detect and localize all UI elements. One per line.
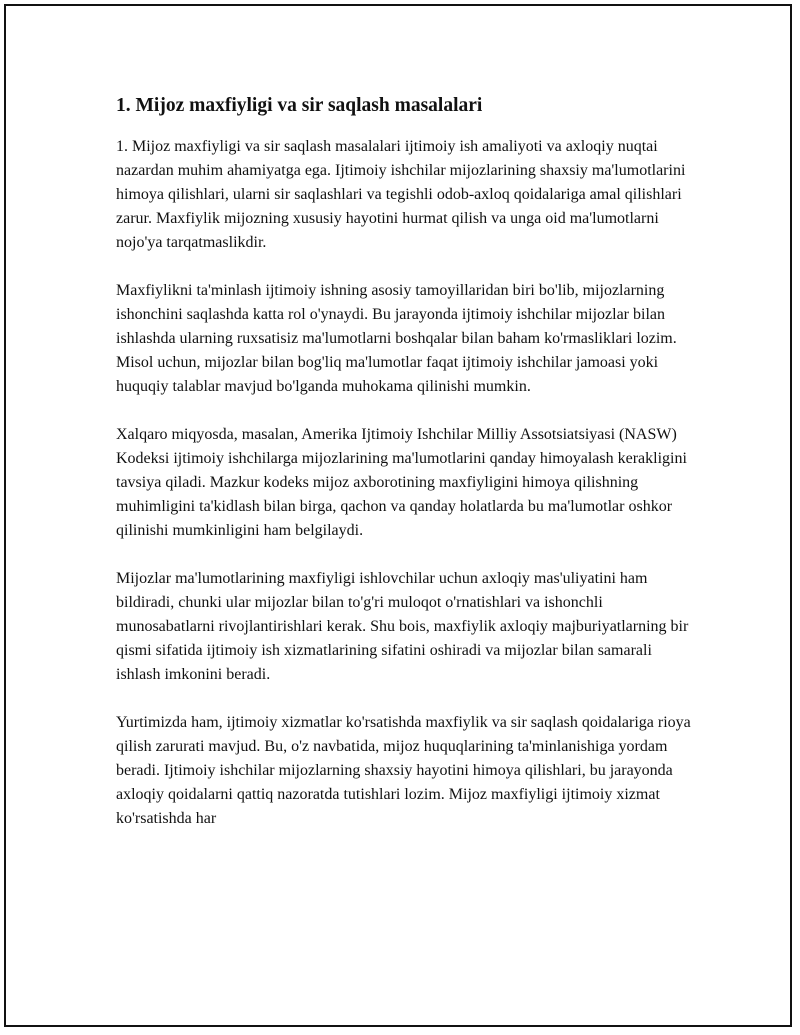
paragraph-5: Yurtimizda ham, ijtimoiy xizmatlar ko'rsatishda maxfiylik va sir saqlash qoidalariga rioya qilish zarurati mavjud. Bu, o'z navbatida, mijoz huquqlarining ta'minlanishiga yordam beradi. Ijtimoiy ishchilar mijozlarning shaxsiy hayotini himoya qilishlari, bu jarayonda axloqiy qoidalarni qattiq nazoratda tutishlari lozim. Mijoz maxfiyligi ijtimoiy xizmat ko'rsatishda har: [116, 714, 691, 827]
paragraph-3: Xalqaro miqyosda, masalan, Amerika Ijtimoiy Ishchilar Milliy Assotsiatsiyasi (NASW) Kodeksi ijtimoiy ishchilarga mijozlarining ma'lumotlarini qanday himoyalash kerakligini tavsiya qiladi. Mazkur kodeks mijoz axborotining maxfiyligini himoya qilishning muhimligini ta'kidlash bilan birga, qachon va qanday holatlarda bu ma'lumotlar oshkor qilinishi mumkinligini ham belgilaydi.: [116, 426, 687, 539]
document-title: 1. Mijoz maxfiyligi va sir saqlash masalalari: [116, 95, 483, 116]
paragraph-1: 1. Mijoz maxfiyligi va sir saqlash masalalari ijtimoiy ish amaliyoti va axloqiy nuqtai nazardan muhim ahamiyatga ega. Ijtimoiy ishchilar mijozlarining shaxsiy ma'lumotlarini himoya qilishlari, ularni sir saqlashlari va tegishli odob-axloq qoidalariga amal qilishlari zarur. Maxfiylik mijozning xususiy hayotini hurmat qilish va unga oid ma'lumotlarni nojo'ya tarqatmaslikdir.: [116, 138, 686, 251]
document-body: [116, 91, 696, 855]
paragraph-4: Mijozlar ma'lumotlarining maxfiyligi ishlovchilar uchun axloqiy mas'uliyatini ham bildiradi, chunki ular mijozlar bilan to'g'ri muloqot o'rnatishlari va ishonchli munosabatlarni rivojlantirishlari kerak. Shu bois, maxfiylik axloqiy majburiyatlarning bir qismi sifatida ijtimoiy ish xizmatlarining sifatini oshiradi va mijozlar bilan samarali ishlash imkonini beradi.: [116, 570, 689, 683]
paragraph-2: Maxfiylikni ta'minlash ijtimoiy ishning asosiy tamoyillaridan biri bo'lib, mijozlarning ishonchini saqlashda katta rol o'ynaydi. Bu jarayonda ijtimoiy ishchilar mijozlar bilan ishlashda ularning ruxsatisiz ma'lumotlarni boshqalar bilan baham ko'rmasliklari lozim. Misol uchun, mijozlar bilan bog'liq ma'lumotlar faqat ijtimoiy ishchilar jamoasi yoki huquqiy talablar mavjud bo'lganda muhokama qilinishi mumkin.: [116, 282, 677, 395]
